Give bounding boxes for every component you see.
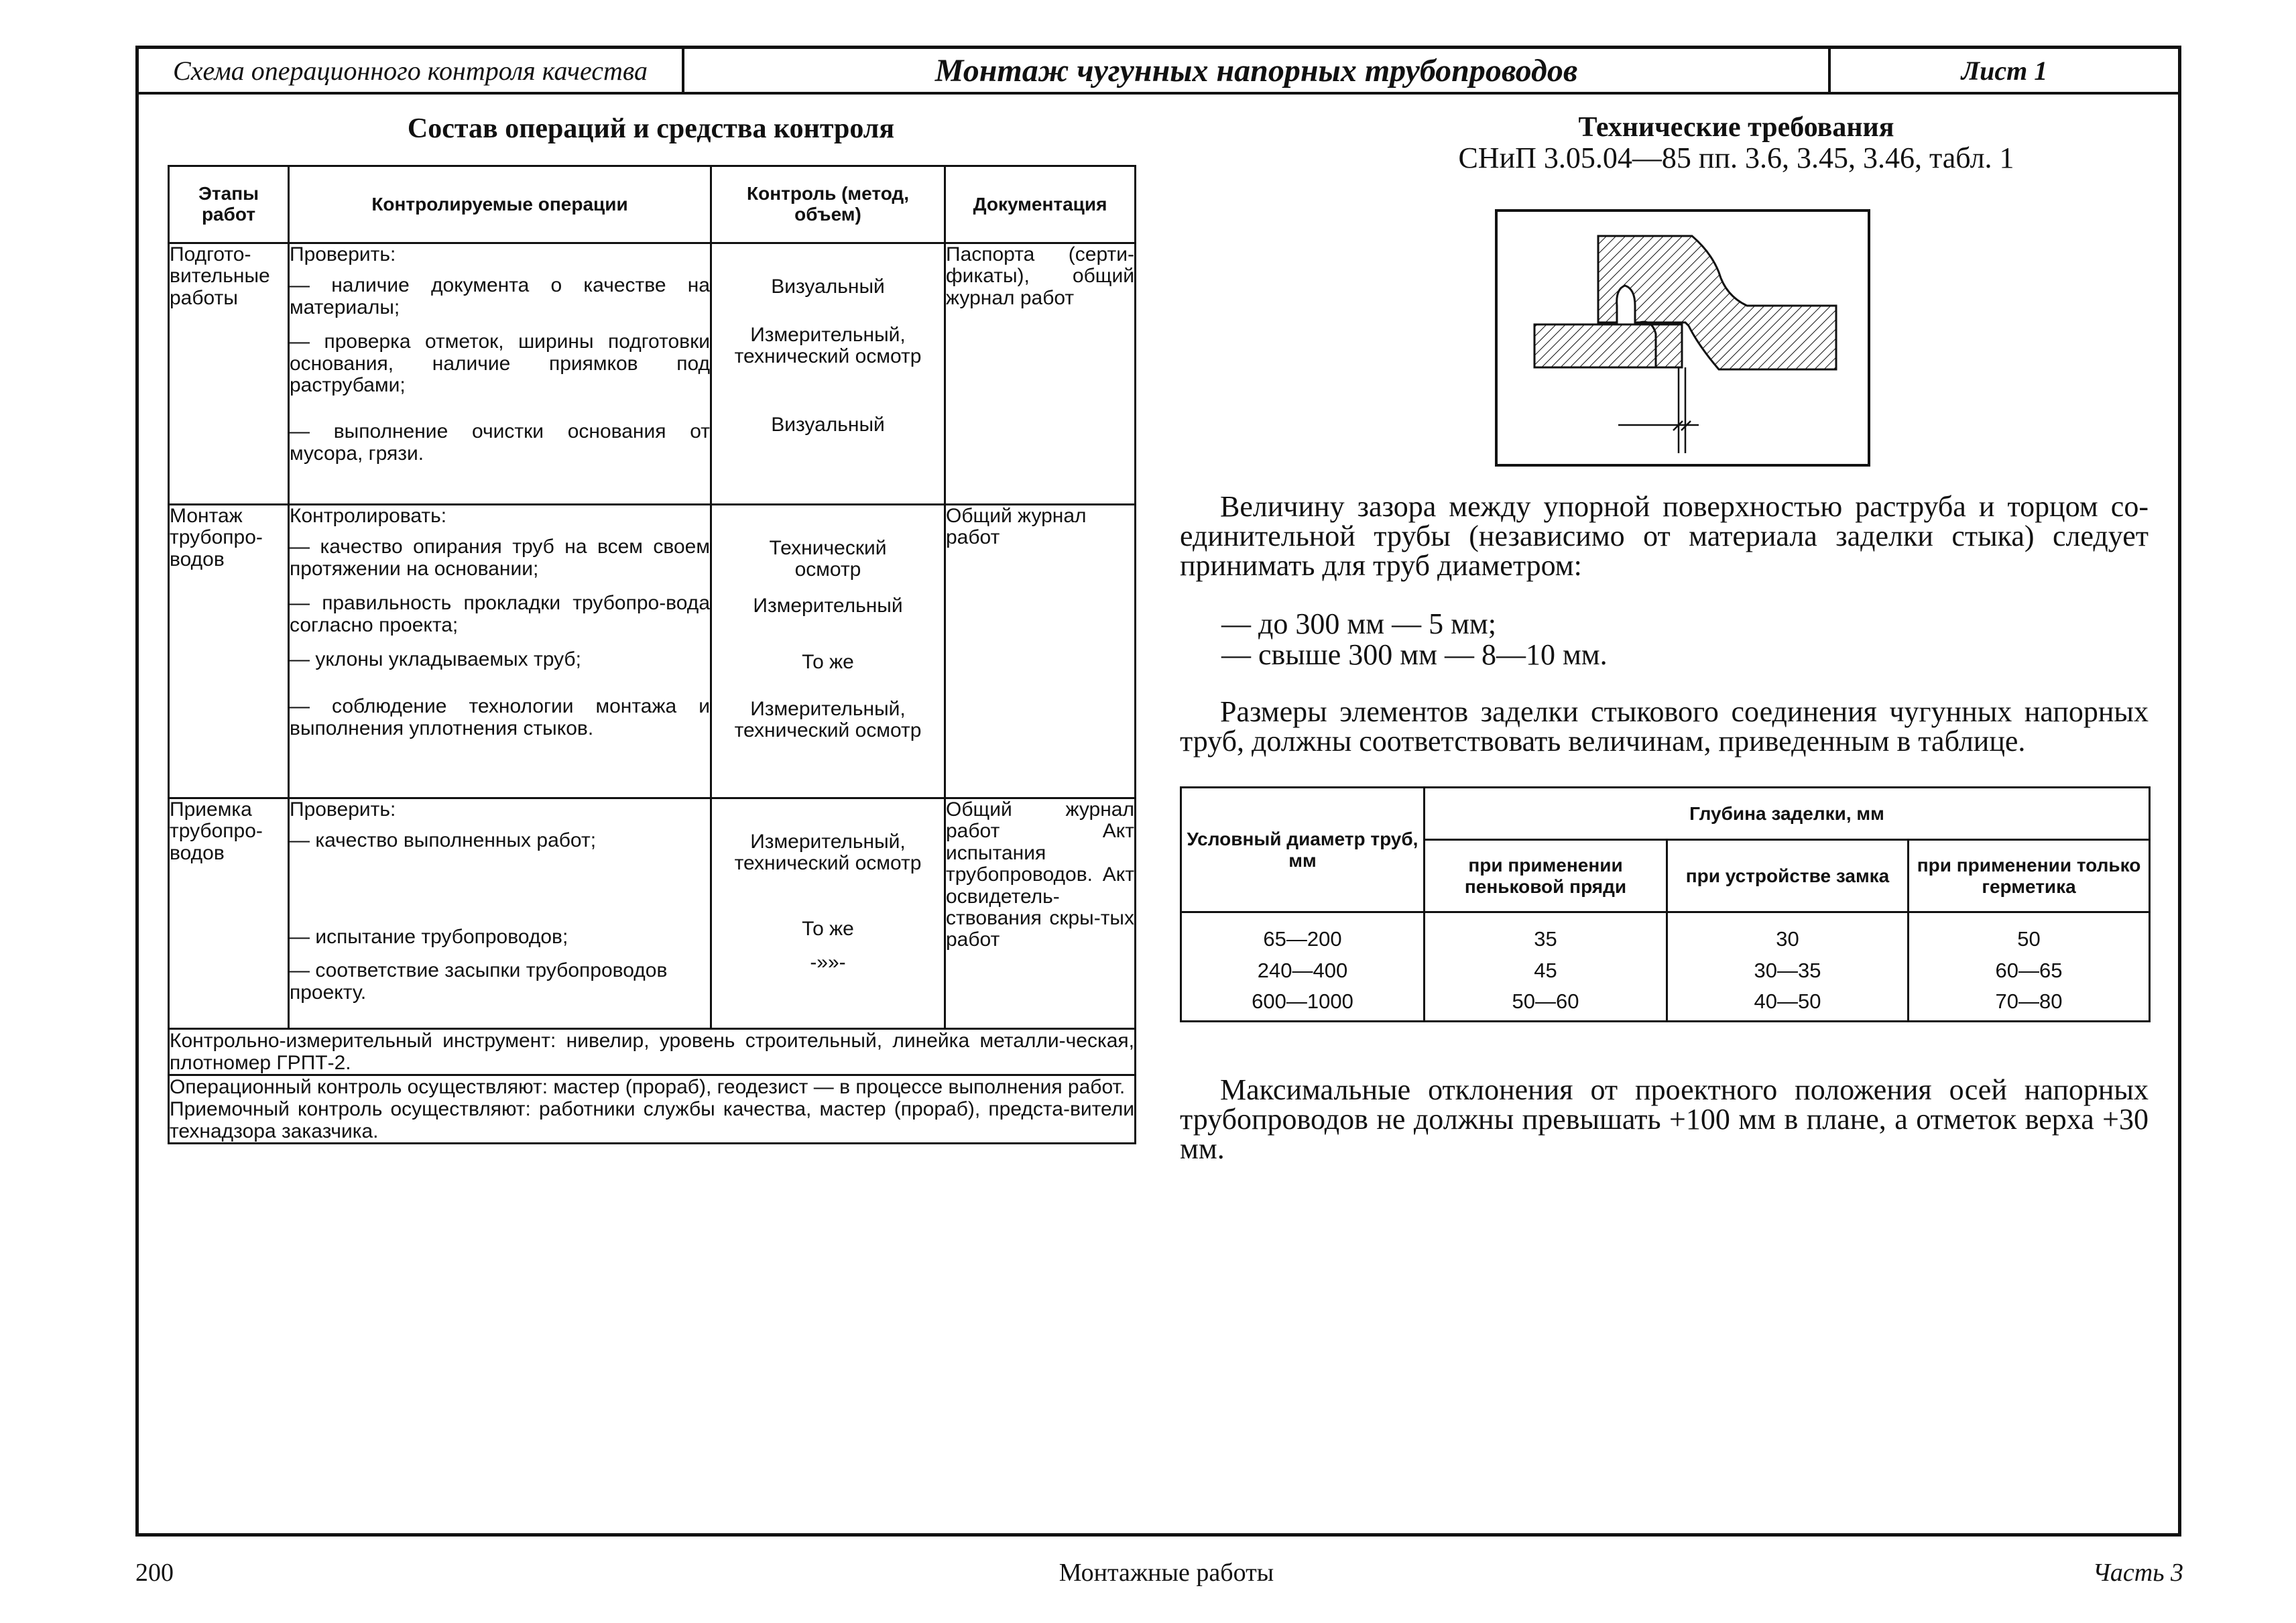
operation-item: — соблюдение технологии монтажа и выполнения уплотнения стыков. — [290, 695, 710, 739]
control-method: Визуальный — [771, 276, 885, 298]
col-lock: при устройстве замка — [1667, 840, 1909, 912]
documentation-cell: Паспорта (серти-фикаты), общий журнал работ — [945, 243, 1136, 505]
table-row — [169, 798, 1136, 1029]
control-method: Измерительный, технический осмотр — [734, 324, 922, 368]
table-cell: 60—65 — [1995, 958, 2063, 982]
instrument-row — [169, 1029, 1136, 1075]
dims-data-row — [1181, 912, 2150, 1022]
table-row — [169, 243, 1136, 505]
operations-cell — [289, 798, 711, 1029]
gap-paragraph — [1180, 492, 2149, 581]
operation-item: — проверка отметок, ширины подготовки основания, наличие приямков под раструбами; — [290, 330, 710, 397]
operation-item: — выполнение очистки основания от мусора, грязи. — [290, 420, 710, 465]
table-cell: 70—80 — [1995, 989, 2063, 1013]
section-name: Монтажные работы — [1059, 1559, 1274, 1587]
scheme-label: Схема операционного контроля качества — [139, 49, 684, 92]
table-cell: 30 — [1776, 927, 1799, 951]
control-cell — [711, 798, 945, 1029]
table-cell: 40—50 — [1754, 989, 1821, 1013]
control-method: Измерительный — [753, 595, 903, 617]
deviation-text: Максимальные отклонения от проектного положения осей напорных трубопроводов не должны превышать +100 мм в плане, а отметок верха +30 мм. — [1180, 1073, 2149, 1165]
control-method: -»»- — [810, 951, 846, 973]
gap-item: — до 300 мм — 5 мм; — [1221, 607, 1496, 640]
stage-cell: Подгото-вительные работы — [169, 243, 289, 505]
joint-depth-table — [1180, 786, 2151, 1022]
control-notes — [169, 1075, 1136, 1144]
col-hemp: при применении пеньковой пряди — [1425, 840, 1667, 912]
table-row — [169, 505, 1136, 798]
sizes-paragraph — [1180, 697, 2149, 756]
operations-cell — [289, 505, 711, 798]
operations-header-row — [169, 166, 1136, 243]
control-method: То же — [802, 651, 854, 673]
header-bar — [139, 49, 2178, 95]
col-control: Контроль (метод, объем) — [711, 166, 945, 243]
operation-item: — качество опирания труб на всем своем протяжении на основании; — [290, 536, 710, 580]
sizes-text: Размеры элементов заделки стыкового соединения чугунных напорных труб, должны соответствовать величинам, приведенным в таблице. — [1180, 695, 2149, 758]
stage-cell: Приемка трубопро-водов — [169, 798, 289, 1029]
col-depth: Глубина заделки, мм — [1425, 788, 2150, 840]
control-method: Измерительный, технический осмотр — [734, 698, 922, 742]
control-method: Визуальный — [771, 414, 885, 436]
page-number: 200 — [135, 1559, 174, 1587]
socket-joint-diagram — [1498, 212, 1868, 464]
table-cell: 240—400 — [1257, 958, 1348, 982]
snip-reference: СНиП 3.05.04—85 пп. 3.6, 3.45, 3.46, табл. 1 — [1458, 141, 2014, 174]
control-method: Измерительный, технический осмотр — [734, 831, 922, 875]
col-diameter: Условный диаметр труб, мм — [1181, 788, 1425, 912]
operation-item: — качество выполненных работ; — [290, 829, 597, 852]
dims-header-row — [1181, 788, 2150, 840]
operation-item: — правильность прокладки трубопро-вода согласно проекта; — [290, 592, 710, 636]
operation-intro: Проверить: — [290, 243, 396, 265]
control-method: Технический осмотр — [769, 537, 887, 581]
operation-item: — испытание трубопроводов; — [290, 926, 568, 949]
control-cell — [711, 243, 945, 505]
gap-text: Величину зазора между упорной поверхностью раструба и торцом со-единительной трубы (независимо от материала заделки стыка) следует принимать для труб диаметром: — [1180, 490, 2149, 582]
operational-control-note: Операционный контроль осуществляют: мастер (прораб), геодезист — в процессе выполнения работ. — [170, 1076, 1126, 1098]
instrument-note: Контрольно-измерительный инструмент: нивелир, уровень строительный, линейка металли-ческая, плотномер ГРПТ-2. — [170, 1030, 1134, 1074]
stage-cell: Монтаж трубопро-водов — [169, 505, 289, 798]
operation-intro: Контролировать: — [290, 505, 447, 527]
tech-requirements-title: Технические требования — [1578, 112, 1894, 143]
operations-cell — [289, 243, 711, 505]
col-operations: Контролируемые операции — [289, 166, 711, 243]
operation-item: — соответствие засыпки трубопроводов проекту. — [290, 959, 668, 1004]
deviation-paragraph — [1180, 1075, 2149, 1164]
operation-intro: Проверить: — [290, 798, 396, 821]
control-cell — [711, 505, 945, 798]
operations-section-title: Состав операций и средства контроля — [407, 113, 895, 144]
col-documentation: Документация — [945, 166, 1136, 243]
part-label: Часть 3 — [2092, 1559, 2183, 1587]
document-title: Монтаж чугунных напорных трубопроводов — [684, 49, 1831, 92]
acceptance-control-note: Приемочный контроль осуществляют: работники службы качества, мастер (прораб), предста-вители технадзора заказчика. — [170, 1098, 1134, 1142]
operation-item: — наличие документа о качестве на материалы; — [290, 274, 710, 318]
table-cell: 50 — [2017, 927, 2041, 951]
sealant-values — [1909, 912, 2150, 1022]
operation-item: — уклоны укладываемых труб; — [290, 648, 581, 671]
table-cell: 30—35 — [1754, 958, 1821, 982]
control-method: То же — [802, 918, 854, 940]
operations-table — [168, 165, 1136, 1144]
lock-values — [1667, 912, 1909, 1022]
documentation-cell: Общий журнал работ Акт испытания трубопроводов. Акт освидетель-ствования скры-тых работ — [945, 798, 1136, 1029]
table-cell: 45 — [1534, 958, 1557, 982]
documentation-cell: Общий журнал работ — [945, 505, 1136, 798]
control-row — [169, 1075, 1136, 1144]
gap-list — [1221, 609, 1608, 670]
sheet-number: Лист 1 — [1961, 55, 2048, 86]
table-cell: 600—1000 — [1252, 989, 1353, 1013]
col-sealant: при применении только герметика — [1909, 840, 2150, 912]
diameter-values — [1181, 912, 1425, 1022]
table-cell: 35 — [1534, 927, 1557, 951]
joint-drawing — [1495, 209, 1870, 467]
gap-item: — свыше 300 мм — 8—10 мм. — [1221, 638, 1608, 672]
col-stage: Этапы работ — [169, 166, 289, 243]
hemp-values — [1425, 912, 1667, 1022]
table-cell: 50—60 — [1512, 989, 1579, 1013]
table-cell: 65—200 — [1263, 927, 1342, 951]
